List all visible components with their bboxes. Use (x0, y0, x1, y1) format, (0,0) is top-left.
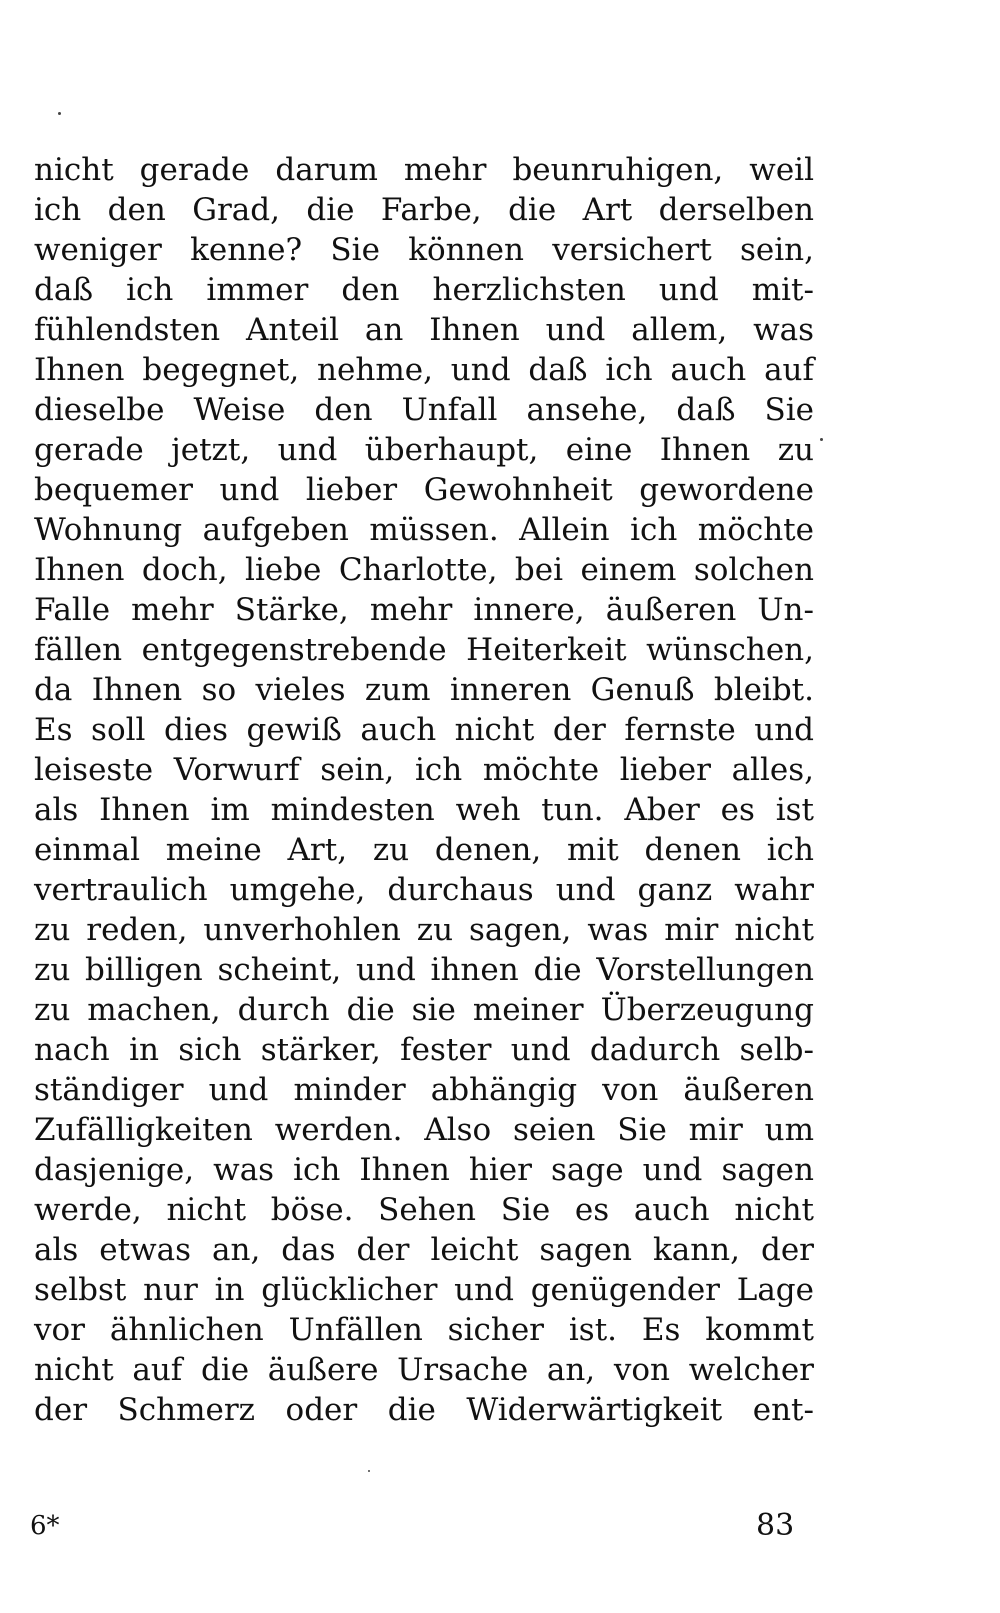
text-line: nicht gerade darum mehr beunruhigen, weil (34, 152, 814, 188)
text-line: nach in sich stärker, fester und dadurch selb- (34, 1032, 814, 1068)
text-line: gerade jetzt, und überhaupt, eine Ihnen zu (34, 432, 814, 468)
text-line: ich den Grad, die Farbe, die Art derselben (34, 192, 814, 228)
text-line: der Schmerz oder die Widerwärtigkeit ent- (34, 1392, 814, 1428)
text-line: Ihnen begegnet, nehme, und daß ich auch auf (34, 352, 814, 388)
text-line: Ihnen doch, liebe Charlotte, bei einem solchen (34, 552, 814, 588)
text-line: Zufälligkeiten werden. Also seien Sie mir um (34, 1112, 814, 1148)
text-line: dasjenige, was ich Ihnen hier sage und sagen (34, 1152, 814, 1188)
text-line: einmal meine Art, zu denen, mit denen ich (34, 832, 814, 868)
text-line: vertraulich umgehe, durchaus und ganz wahr (34, 872, 814, 908)
text-line: werde, nicht böse. Sehen Sie es auch nicht (34, 1192, 814, 1228)
text-line: bequemer und lieber Gewohnheit gewordene (34, 472, 814, 508)
text-line: als etwas an, das der leicht sagen kann, der (34, 1232, 814, 1268)
text-line: fühlendsten Anteil an Ihnen und allem, was (34, 312, 814, 348)
text-line: fällen entgegenstrebende Heiterkeit wünschen, (34, 632, 814, 668)
text-line: als Ihnen im mindesten weh tun. Aber es ist (34, 792, 814, 828)
speck-mark (820, 438, 823, 441)
text-line: zu reden, unverhohlen zu sagen, was mir nicht (34, 912, 814, 948)
text-line: zu machen, durch die sie meiner Überzeugung (34, 992, 814, 1028)
text-line: Wohnung aufgeben müssen. Allein ich möchte (34, 512, 814, 548)
text-line: vor ähnlichen Unfällen sicher ist. Es kommt (34, 1312, 814, 1348)
text-line: leiseste Vorwurf sein, ich möchte lieber alles, (34, 752, 814, 788)
text-line: da Ihnen so vieles zum inneren Genuß bleibt. (34, 672, 814, 708)
text-line: nicht auf die äußere Ursache an, von welcher (34, 1352, 814, 1388)
text-line: zu billigen scheint, und ihnen die Vorstellungen (34, 952, 814, 988)
text-line: Falle mehr Stärke, mehr innere, äußeren Un- (34, 592, 814, 628)
text-line: dieselbe Weise den Unfall ansehe, daß Sie (34, 392, 814, 428)
text-line: ständiger und minder abhängig von äußeren (34, 1072, 814, 1108)
speck-mark (58, 112, 61, 115)
text-line: weniger kenne? Sie können versichert sein, (34, 232, 814, 268)
signature-mark: 6* (30, 1511, 60, 1541)
text-line: daß ich immer den herzlichsten und mit- (34, 272, 814, 308)
body-text (34, 150, 814, 1430)
page-number: 83 (756, 1508, 795, 1543)
speck-mark (368, 1470, 370, 1472)
text-line: selbst nur in glücklicher und genügender Lage (34, 1272, 814, 1308)
text-line: Es soll dies gewiß auch nicht der fernste und (34, 712, 814, 748)
